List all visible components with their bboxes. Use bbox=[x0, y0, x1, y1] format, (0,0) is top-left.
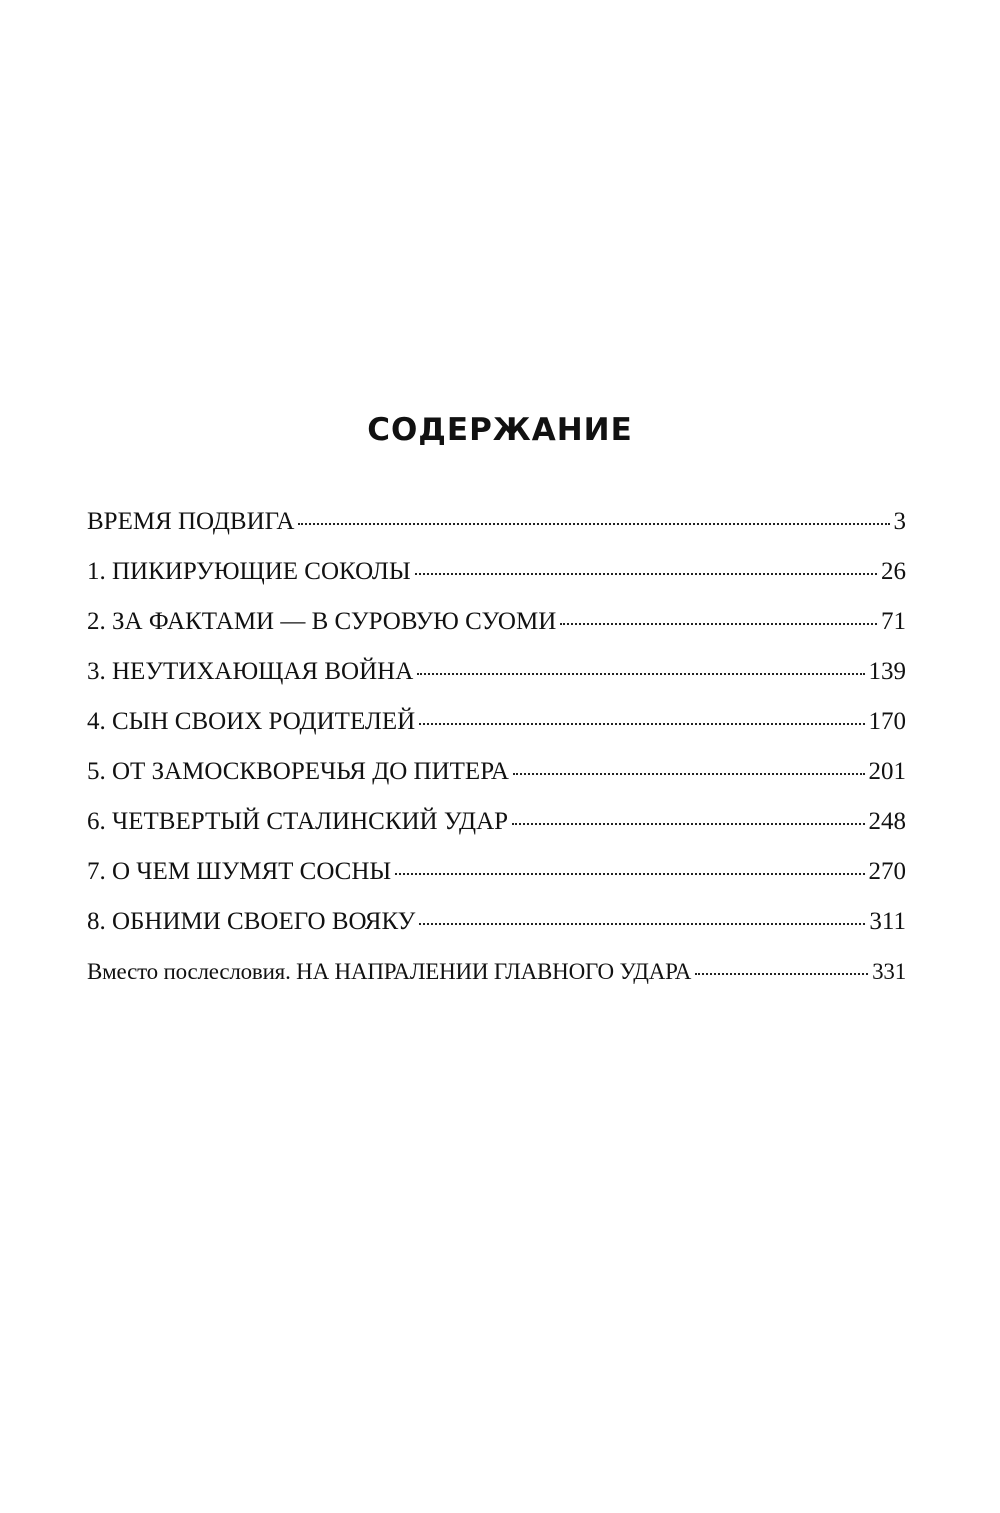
dot-leader bbox=[419, 922, 865, 925]
dot-leader bbox=[560, 622, 877, 625]
toc-entry-title: 6. ЧЕТВЕРТЫЙ СТАЛИНСКИЙ УДАР bbox=[87, 808, 509, 835]
toc-entry-title: 4. СЫН СВОИХ РОДИТЕЛЕЙ bbox=[87, 708, 416, 735]
toc-entry-page: 248 bbox=[868, 808, 906, 835]
toc-entry bbox=[87, 702, 906, 752]
toc-entry bbox=[87, 752, 906, 802]
dot-leader bbox=[415, 572, 877, 575]
toc-entry-title: 8. ОБНИМИ СВОЕГО ВОЯКУ bbox=[87, 908, 416, 935]
toc-entry-title: 1. ПИКИРУЮЩИЕ СОКОЛЫ bbox=[87, 558, 411, 585]
dot-leader bbox=[419, 722, 864, 725]
toc-entry-title: 5. ОТ ЗАМОСКВОРЕЧЬЯ ДО ПИТЕРА bbox=[87, 758, 509, 785]
dot-leader bbox=[298, 522, 889, 525]
dot-leader bbox=[417, 672, 864, 675]
toc-heading: СОДЕРЖАНИЕ bbox=[367, 412, 633, 448]
toc-entry-title: 7. О ЧЕМ ШУМЯТ СОСНЫ bbox=[87, 858, 392, 885]
dot-leader bbox=[512, 822, 864, 825]
toc-entry-page: 3 bbox=[893, 508, 906, 535]
toc-entry-page: 26 bbox=[881, 558, 906, 585]
toc-entry-title: ВРЕМЯ ПОДВИГА bbox=[87, 508, 295, 535]
toc-entry-page: 311 bbox=[869, 908, 906, 935]
toc-entry-page: 71 bbox=[881, 608, 906, 635]
toc-entry-title: 3. НЕУТИХАЮЩАЯ ВОЙНА bbox=[87, 658, 414, 685]
dot-leader bbox=[513, 772, 865, 775]
toc-entry-page: 201 bbox=[868, 758, 906, 785]
toc-entry bbox=[87, 852, 906, 902]
toc-entry-title: 2. ЗА ФАКТАМИ — В СУРОВУЮ СУОМИ bbox=[87, 608, 557, 635]
toc-entry bbox=[87, 502, 906, 552]
toc-entry bbox=[87, 902, 906, 952]
toc-entry-page: 270 bbox=[868, 858, 906, 885]
dot-leader bbox=[395, 872, 864, 875]
toc-entry-page: 331 bbox=[872, 959, 906, 984]
toc-entry bbox=[87, 552, 906, 602]
toc-entry bbox=[87, 802, 906, 852]
toc-entry-afterword bbox=[87, 952, 906, 1002]
table-of-contents bbox=[87, 502, 906, 1002]
toc-entry-page: 139 bbox=[868, 658, 906, 685]
toc-entry-title: Вместо послесловия. НА НАПРАЛЕНИИ ГЛАВНОГО УДАРА bbox=[87, 959, 692, 984]
dot-leader bbox=[695, 972, 868, 975]
toc-entry bbox=[87, 652, 906, 702]
toc-entry bbox=[87, 602, 906, 652]
toc-entry-page: 170 bbox=[868, 708, 906, 735]
